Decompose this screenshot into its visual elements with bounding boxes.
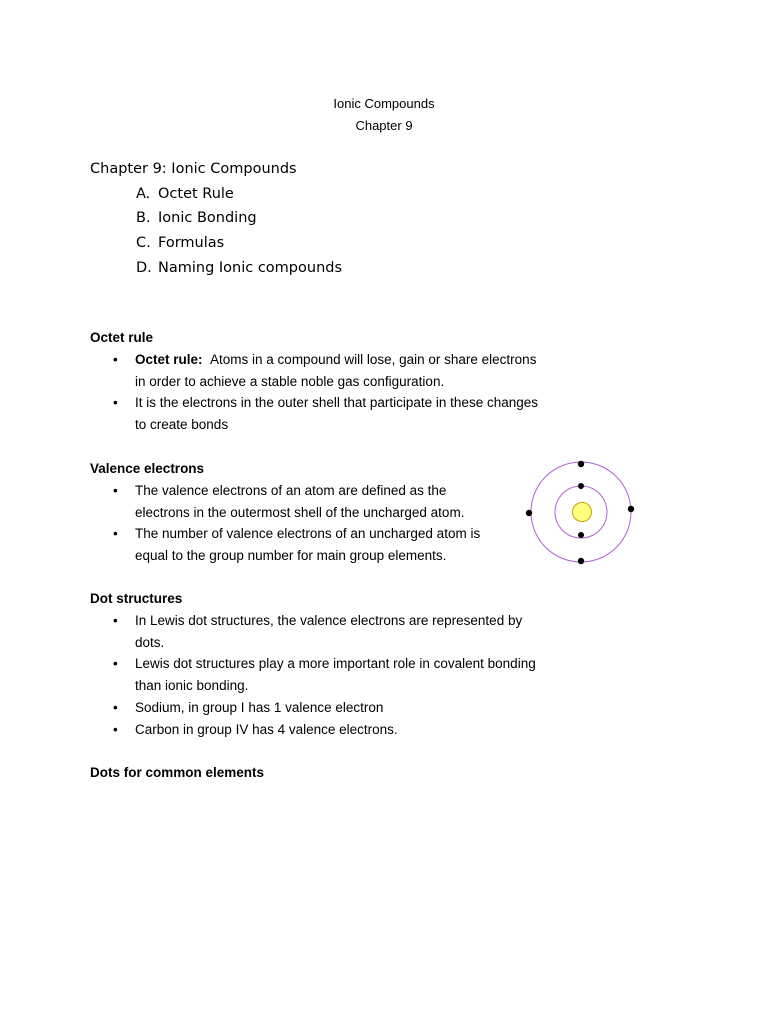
electron: [628, 506, 634, 512]
bullet-list: [90, 480, 500, 567]
outline-text: Ionic Bonding: [158, 210, 257, 227]
nucleus: [573, 503, 592, 522]
section-heading: Dot structures: [90, 591, 183, 606]
bullet-list: [90, 610, 550, 741]
outline-text: Formulas: [158, 235, 225, 252]
outline-item: [90, 231, 342, 256]
outline-title: Chapter 9: Ionic Compounds: [90, 161, 297, 177]
outline-marker: C.: [136, 235, 151, 252]
electron: [578, 532, 584, 538]
common-elements-section: [90, 762, 550, 784]
section-heading: Valence electrons: [90, 461, 205, 476]
valence-electrons-section: [90, 458, 500, 567]
bullet-text: In Lewis dot structures, the valence electrons are represented by dots.: [135, 612, 523, 650]
outline-item: [90, 206, 342, 231]
electron: [578, 483, 584, 489]
bullet-text: It is the electrons in the outer shell that participate in these changes to create bonds: [135, 395, 538, 433]
bullet-text: Sodium, in group I has 1 valence electron: [135, 699, 384, 715]
bullet-item: [90, 480, 500, 524]
outline-item: [90, 182, 342, 207]
header-chapter: Chapter 9: [355, 118, 413, 133]
bullet-item: [90, 610, 550, 654]
electron: [526, 510, 532, 516]
outline-marker: B.: [136, 210, 151, 227]
section-heading: Octet rule: [90, 330, 154, 345]
bullet-text: Carbon in group IV has 4 valence electrons.: [135, 721, 398, 737]
bullet-list: [90, 349, 550, 436]
term-label: Octet rule:: [135, 351, 203, 367]
outline-marker: D.: [136, 259, 152, 276]
octet-rule-section: [90, 327, 550, 436]
electron: [578, 558, 584, 564]
bullet-text: The number of valence electrons of an uncharged atom is equal to the group number for main group elements.: [135, 526, 481, 564]
header-title: Ionic Compounds: [333, 96, 435, 111]
atom-diagram: [520, 458, 640, 568]
bullet-item: [90, 392, 550, 436]
bullet-item: [90, 349, 550, 393]
electron: [578, 461, 584, 467]
bullet-item: [90, 697, 550, 719]
outline-marker: A.: [136, 185, 151, 202]
bullet-text: The valence electrons of an atom are defined as the electrons in the outermost shell of the uncharged atom.: [135, 482, 465, 520]
bullet-item: [90, 523, 500, 567]
bullet-item: [90, 653, 550, 697]
outline-list: [90, 182, 342, 281]
outline-text: Octet Rule: [158, 185, 234, 202]
dot-structures-section: [90, 588, 550, 741]
document-header: [0, 93, 768, 137]
outline-item: [90, 256, 342, 281]
outline-text: Naming Ionic compounds: [158, 259, 343, 276]
section-heading: Dots for common elements: [90, 765, 265, 780]
bullet-text: Lewis dot structures play a more important role in covalent bonding than ionic bonding.: [135, 656, 536, 694]
chapter-outline: [90, 157, 342, 281]
bullet-text: Atoms in a compound will lose, gain or share electrons in order to achieve a stable noble gas configuration.: [135, 351, 537, 389]
bullet-item: [90, 719, 550, 741]
